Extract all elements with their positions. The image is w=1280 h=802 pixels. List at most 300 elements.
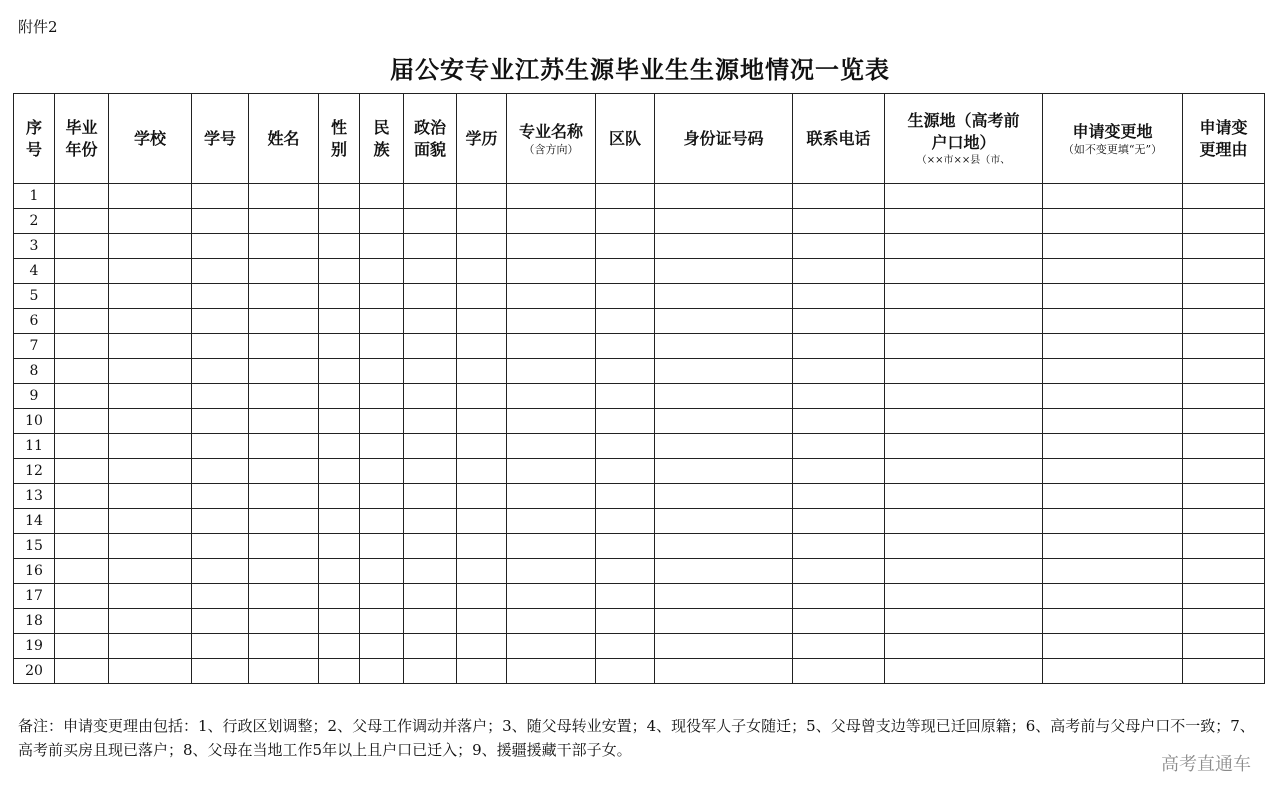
table-cell[interactable] (655, 659, 793, 684)
table-cell[interactable] (793, 359, 885, 384)
table-cell[interactable] (457, 459, 507, 484)
table-cell[interactable] (249, 184, 319, 209)
table-cell[interactable] (249, 309, 319, 334)
table-cell[interactable] (404, 409, 457, 434)
table-cell[interactable] (249, 384, 319, 409)
table-cell[interactable] (360, 334, 404, 359)
table-cell[interactable] (596, 309, 655, 334)
table-cell[interactable] (596, 284, 655, 309)
table-cell[interactable] (507, 209, 596, 234)
table-cell[interactable] (655, 484, 793, 509)
table-cell[interactable] (596, 559, 655, 584)
table-cell[interactable] (404, 434, 457, 459)
table-cell[interactable] (885, 584, 1043, 609)
table-cell[interactable] (1043, 259, 1183, 284)
table-cell[interactable] (655, 509, 793, 534)
table-cell[interactable] (596, 359, 655, 384)
table-cell[interactable] (360, 434, 404, 459)
table-cell[interactable] (1183, 184, 1265, 209)
table-cell[interactable] (885, 634, 1043, 659)
table-cell[interactable] (1043, 384, 1183, 409)
table-cell[interactable] (596, 259, 655, 284)
table-cell[interactable] (109, 534, 192, 559)
table-cell[interactable] (793, 334, 885, 359)
table-cell[interactable] (192, 609, 249, 634)
table-cell[interactable] (109, 209, 192, 234)
table-cell[interactable] (404, 609, 457, 634)
table-cell[interactable] (1043, 309, 1183, 334)
table-cell[interactable] (1043, 559, 1183, 584)
table-cell[interactable] (360, 259, 404, 284)
table-cell[interactable] (507, 184, 596, 209)
table-cell[interactable] (249, 234, 319, 259)
table-cell[interactable] (360, 484, 404, 509)
table-cell[interactable] (404, 309, 457, 334)
table-cell[interactable] (404, 209, 457, 234)
table-cell[interactable] (249, 434, 319, 459)
table-cell[interactable] (319, 284, 360, 309)
table-cell[interactable] (885, 409, 1043, 434)
table-cell[interactable] (1183, 459, 1265, 484)
table-cell[interactable] (1183, 234, 1265, 259)
table-cell[interactable] (404, 234, 457, 259)
table-cell[interactable] (404, 584, 457, 609)
table-cell[interactable] (360, 559, 404, 584)
table-cell[interactable] (596, 384, 655, 409)
table-cell[interactable] (885, 259, 1043, 284)
table-cell[interactable] (885, 209, 1043, 234)
table-cell[interactable] (596, 434, 655, 459)
table-cell[interactable] (793, 209, 885, 234)
table-cell[interactable] (655, 609, 793, 634)
table-cell[interactable] (885, 459, 1043, 484)
table-cell[interactable] (192, 434, 249, 459)
table-cell[interactable] (249, 259, 319, 284)
table-cell[interactable] (55, 359, 109, 384)
table-cell[interactable] (109, 409, 192, 434)
table-cell[interactable] (507, 459, 596, 484)
table-cell[interactable] (192, 259, 249, 284)
table-cell[interactable] (596, 534, 655, 559)
table-cell[interactable] (1043, 659, 1183, 684)
table-cell[interactable] (793, 234, 885, 259)
table-cell[interactable] (1043, 534, 1183, 559)
table-cell[interactable] (109, 584, 192, 609)
table-cell[interactable] (793, 559, 885, 584)
table-cell[interactable] (55, 659, 109, 684)
table-cell[interactable] (249, 634, 319, 659)
table-cell[interactable] (1183, 209, 1265, 234)
table-cell[interactable] (655, 409, 793, 434)
table-cell[interactable] (793, 509, 885, 534)
table-cell[interactable] (192, 284, 249, 309)
table-cell[interactable] (360, 284, 404, 309)
table-cell[interactable] (360, 534, 404, 559)
table-cell[interactable] (109, 559, 192, 584)
table-cell[interactable] (885, 509, 1043, 534)
table-cell[interactable] (319, 184, 360, 209)
table-cell[interactable] (596, 459, 655, 484)
table-cell[interactable] (885, 559, 1043, 584)
table-cell[interactable] (319, 334, 360, 359)
table-cell[interactable] (655, 209, 793, 234)
table-cell[interactable] (1183, 584, 1265, 609)
table-cell[interactable] (457, 309, 507, 334)
table-cell[interactable] (55, 484, 109, 509)
table-cell[interactable] (109, 359, 192, 384)
table-cell[interactable] (885, 434, 1043, 459)
table-cell[interactable] (404, 559, 457, 584)
table-cell[interactable] (1043, 209, 1183, 234)
table-cell[interactable] (319, 259, 360, 284)
table-cell[interactable] (1043, 359, 1183, 384)
table-cell[interactable] (507, 259, 596, 284)
table-cell[interactable] (507, 659, 596, 684)
table-cell[interactable] (360, 409, 404, 434)
table-cell[interactable] (319, 459, 360, 484)
table-cell[interactable] (885, 659, 1043, 684)
table-cell[interactable] (507, 609, 596, 634)
table-cell[interactable] (55, 509, 109, 534)
table-cell[interactable] (192, 334, 249, 359)
table-cell[interactable] (507, 634, 596, 659)
table-cell[interactable] (655, 234, 793, 259)
table-cell[interactable] (1043, 234, 1183, 259)
table-cell[interactable] (457, 509, 507, 534)
table-cell[interactable] (319, 384, 360, 409)
table-cell[interactable] (1043, 334, 1183, 359)
table-cell[interactable] (319, 609, 360, 634)
table-cell[interactable] (249, 609, 319, 634)
table-cell[interactable] (109, 384, 192, 409)
table-cell[interactable] (507, 334, 596, 359)
table-cell[interactable] (885, 309, 1043, 334)
table-cell[interactable] (319, 509, 360, 534)
table-cell[interactable] (655, 559, 793, 584)
table-cell[interactable] (109, 434, 192, 459)
table-cell[interactable] (793, 659, 885, 684)
table-cell[interactable] (507, 284, 596, 309)
table-cell[interactable] (596, 634, 655, 659)
table-cell[interactable] (793, 309, 885, 334)
table-cell[interactable] (596, 609, 655, 634)
table-cell[interactable] (249, 409, 319, 434)
table-cell[interactable] (457, 659, 507, 684)
table-cell[interactable] (192, 534, 249, 559)
table-cell[interactable] (404, 509, 457, 534)
table-cell[interactable] (596, 184, 655, 209)
table-cell[interactable] (1183, 409, 1265, 434)
table-cell[interactable] (885, 234, 1043, 259)
table-cell[interactable] (793, 284, 885, 309)
table-cell[interactable] (360, 634, 404, 659)
table-cell[interactable] (249, 334, 319, 359)
table-cell[interactable] (793, 634, 885, 659)
table-cell[interactable] (885, 484, 1043, 509)
table-cell[interactable] (457, 284, 507, 309)
table-cell[interactable] (655, 459, 793, 484)
table-cell[interactable] (55, 534, 109, 559)
table-cell[interactable] (109, 334, 192, 359)
table-cell[interactable] (404, 484, 457, 509)
table-cell[interactable] (360, 234, 404, 259)
table-cell[interactable] (55, 309, 109, 334)
table-cell[interactable] (192, 559, 249, 584)
table-cell[interactable] (793, 384, 885, 409)
table-cell[interactable] (319, 584, 360, 609)
table-cell[interactable] (319, 234, 360, 259)
table-cell[interactable] (1183, 609, 1265, 634)
table-cell[interactable] (360, 309, 404, 334)
table-cell[interactable] (360, 384, 404, 409)
table-cell[interactable] (457, 334, 507, 359)
table-cell[interactable] (404, 384, 457, 409)
table-cell[interactable] (1183, 634, 1265, 659)
table-cell[interactable] (1183, 359, 1265, 384)
table-cell[interactable] (1183, 484, 1265, 509)
table-cell[interactable] (1183, 509, 1265, 534)
table-cell[interactable] (55, 609, 109, 634)
table-cell[interactable] (793, 434, 885, 459)
table-cell[interactable] (596, 209, 655, 234)
table-cell[interactable] (1183, 259, 1265, 284)
table-cell[interactable] (1183, 659, 1265, 684)
table-cell[interactable] (249, 209, 319, 234)
table-cell[interactable] (655, 634, 793, 659)
table-cell[interactable] (507, 359, 596, 384)
table-cell[interactable] (655, 259, 793, 284)
table-cell[interactable] (1043, 509, 1183, 534)
table-cell[interactable] (109, 609, 192, 634)
table-cell[interactable] (360, 184, 404, 209)
table-cell[interactable] (249, 659, 319, 684)
table-cell[interactable] (319, 434, 360, 459)
table-cell[interactable] (655, 184, 793, 209)
table-cell[interactable] (360, 609, 404, 634)
table-cell[interactable] (596, 584, 655, 609)
table-cell[interactable] (507, 384, 596, 409)
table-cell[interactable] (885, 534, 1043, 559)
table-cell[interactable] (55, 384, 109, 409)
table-cell[interactable] (319, 309, 360, 334)
table-cell[interactable] (507, 409, 596, 434)
table-cell[interactable] (192, 584, 249, 609)
table-cell[interactable] (360, 459, 404, 484)
table-cell[interactable] (404, 659, 457, 684)
table-cell[interactable] (457, 384, 507, 409)
table-cell[interactable] (319, 559, 360, 584)
table-cell[interactable] (507, 534, 596, 559)
table-cell[interactable] (457, 534, 507, 559)
table-cell[interactable] (249, 584, 319, 609)
table-cell[interactable] (457, 559, 507, 584)
table-cell[interactable] (596, 484, 655, 509)
table-cell[interactable] (457, 434, 507, 459)
table-cell[interactable] (885, 334, 1043, 359)
table-cell[interactable] (109, 659, 192, 684)
table-cell[interactable] (457, 259, 507, 284)
table-cell[interactable] (793, 534, 885, 559)
table-cell[interactable] (360, 659, 404, 684)
table-cell[interactable] (404, 534, 457, 559)
table-cell[interactable] (319, 409, 360, 434)
table-cell[interactable] (360, 584, 404, 609)
table-cell[interactable] (885, 384, 1043, 409)
table-cell[interactable] (404, 359, 457, 384)
table-cell[interactable] (793, 184, 885, 209)
table-cell[interactable] (596, 509, 655, 534)
table-cell[interactable] (360, 359, 404, 384)
table-cell[interactable] (457, 184, 507, 209)
table-cell[interactable] (192, 309, 249, 334)
table-cell[interactable] (109, 184, 192, 209)
table-cell[interactable] (1183, 334, 1265, 359)
table-cell[interactable] (1043, 584, 1183, 609)
table-cell[interactable] (793, 259, 885, 284)
table-cell[interactable] (55, 209, 109, 234)
table-cell[interactable] (596, 334, 655, 359)
table-cell[interactable] (319, 634, 360, 659)
table-cell[interactable] (55, 584, 109, 609)
table-cell[interactable] (457, 409, 507, 434)
table-cell[interactable] (249, 534, 319, 559)
table-cell[interactable] (457, 209, 507, 234)
table-cell[interactable] (249, 359, 319, 384)
table-cell[interactable] (109, 259, 192, 284)
table-cell[interactable] (192, 184, 249, 209)
table-cell[interactable] (793, 584, 885, 609)
table-cell[interactable] (457, 234, 507, 259)
table-cell[interactable] (404, 334, 457, 359)
table-cell[interactable] (109, 484, 192, 509)
table-cell[interactable] (319, 534, 360, 559)
table-cell[interactable] (249, 459, 319, 484)
table-cell[interactable] (507, 309, 596, 334)
table-cell[interactable] (457, 359, 507, 384)
table-cell[interactable] (655, 309, 793, 334)
table-cell[interactable] (55, 234, 109, 259)
table-cell[interactable] (1183, 559, 1265, 584)
table-cell[interactable] (1043, 184, 1183, 209)
table-cell[interactable] (507, 434, 596, 459)
table-cell[interactable] (192, 509, 249, 534)
table-cell[interactable] (109, 509, 192, 534)
table-cell[interactable] (457, 634, 507, 659)
table-cell[interactable] (55, 459, 109, 484)
table-cell[interactable] (655, 284, 793, 309)
table-cell[interactable] (192, 234, 249, 259)
table-cell[interactable] (793, 609, 885, 634)
table-cell[interactable] (192, 359, 249, 384)
table-cell[interactable] (109, 234, 192, 259)
table-cell[interactable] (319, 359, 360, 384)
table-cell[interactable] (655, 534, 793, 559)
table-cell[interactable] (55, 409, 109, 434)
table-cell[interactable] (885, 284, 1043, 309)
table-cell[interactable] (55, 284, 109, 309)
table-cell[interactable] (55, 559, 109, 584)
table-cell[interactable] (1043, 284, 1183, 309)
table-cell[interactable] (507, 234, 596, 259)
table-cell[interactable] (192, 484, 249, 509)
table-cell[interactable] (404, 184, 457, 209)
table-cell[interactable] (655, 359, 793, 384)
table-cell[interactable] (885, 609, 1043, 634)
table-cell[interactable] (192, 659, 249, 684)
table-cell[interactable] (404, 459, 457, 484)
table-cell[interactable] (55, 184, 109, 209)
table-cell[interactable] (1183, 384, 1265, 409)
table-cell[interactable] (457, 584, 507, 609)
table-cell[interactable] (249, 284, 319, 309)
table-cell[interactable] (1043, 409, 1183, 434)
table-cell[interactable] (507, 484, 596, 509)
table-cell[interactable] (1183, 284, 1265, 309)
table-cell[interactable] (109, 309, 192, 334)
table-cell[interactable] (507, 584, 596, 609)
table-cell[interactable] (793, 409, 885, 434)
table-cell[interactable] (55, 259, 109, 284)
table-cell[interactable] (360, 209, 404, 234)
table-cell[interactable] (1043, 609, 1183, 634)
table-cell[interactable] (1043, 434, 1183, 459)
table-cell[interactable] (1183, 309, 1265, 334)
table-cell[interactable] (109, 634, 192, 659)
table-cell[interactable] (596, 409, 655, 434)
table-cell[interactable] (457, 484, 507, 509)
table-cell[interactable] (457, 609, 507, 634)
table-cell[interactable] (55, 434, 109, 459)
table-cell[interactable] (507, 559, 596, 584)
table-cell[interactable] (404, 634, 457, 659)
table-cell[interactable] (249, 559, 319, 584)
table-cell[interactable] (793, 459, 885, 484)
table-cell[interactable] (192, 384, 249, 409)
table-cell[interactable] (1043, 484, 1183, 509)
table-cell[interactable] (192, 634, 249, 659)
table-cell[interactable] (885, 359, 1043, 384)
table-cell[interactable] (1043, 459, 1183, 484)
table-cell[interactable] (1183, 534, 1265, 559)
table-cell[interactable] (885, 184, 1043, 209)
table-cell[interactable] (655, 434, 793, 459)
table-cell[interactable] (319, 209, 360, 234)
table-cell[interactable] (1183, 434, 1265, 459)
table-cell[interactable] (655, 584, 793, 609)
table-cell[interactable] (192, 209, 249, 234)
table-cell[interactable] (596, 659, 655, 684)
table-cell[interactable] (55, 334, 109, 359)
table-cell[interactable] (319, 659, 360, 684)
table-cell[interactable] (360, 509, 404, 534)
table-cell[interactable] (507, 509, 596, 534)
table-cell[interactable] (109, 284, 192, 309)
table-cell[interactable] (793, 484, 885, 509)
table-cell[interactable] (249, 484, 319, 509)
table-cell[interactable] (596, 234, 655, 259)
table-cell[interactable] (404, 259, 457, 284)
table-cell[interactable] (55, 634, 109, 659)
table-cell[interactable] (192, 459, 249, 484)
table-cell[interactable] (192, 409, 249, 434)
table-cell[interactable] (655, 384, 793, 409)
table-cell[interactable] (404, 284, 457, 309)
table-cell[interactable] (249, 509, 319, 534)
table-cell[interactable] (1043, 634, 1183, 659)
table-cell[interactable] (655, 334, 793, 359)
table-cell[interactable] (319, 484, 360, 509)
table-cell[interactable] (109, 459, 192, 484)
